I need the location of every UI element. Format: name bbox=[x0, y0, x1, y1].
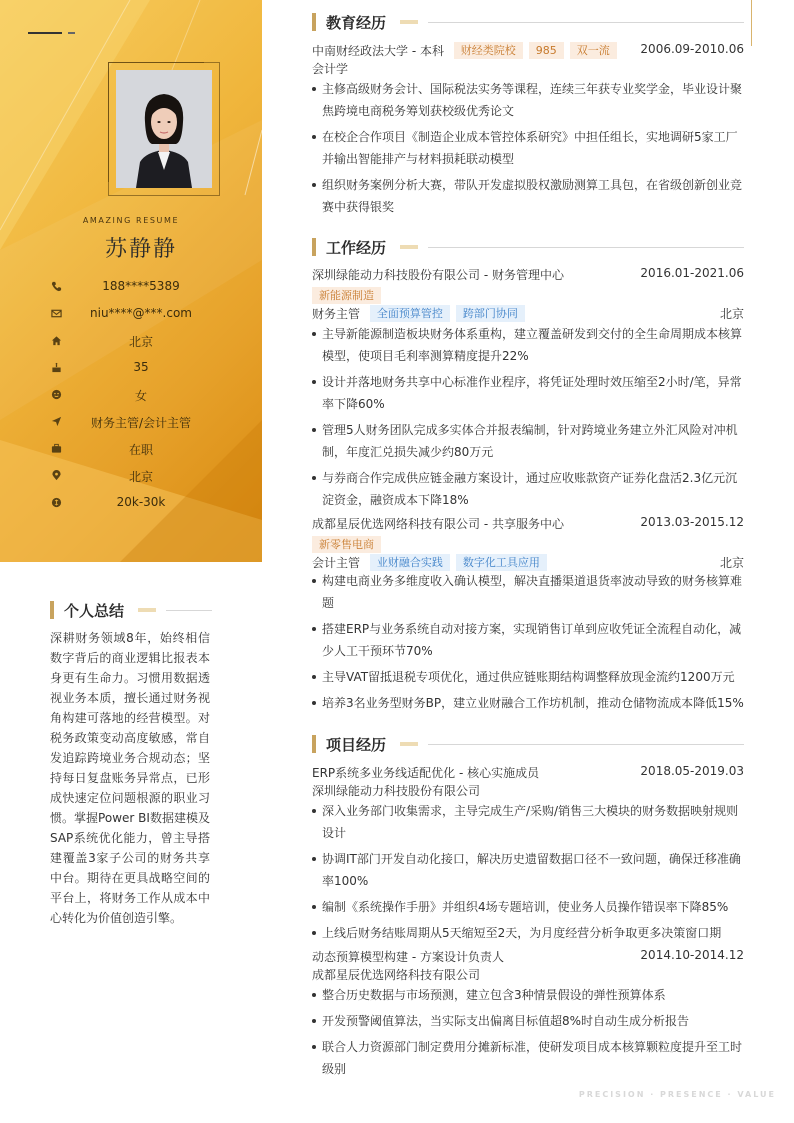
section-divider bbox=[428, 247, 744, 248]
section-divider bbox=[166, 610, 212, 611]
projects-header bbox=[312, 734, 744, 754]
section-bar bbox=[312, 13, 316, 31]
work-header bbox=[312, 237, 744, 257]
skill-tag: 数字化工具应用 bbox=[456, 554, 547, 571]
decorative-line bbox=[28, 32, 62, 34]
list-item: 深入业务部门收集需求，主导完成生产/采购/销售三大模块的财务数据映射规则设计 bbox=[312, 800, 744, 844]
project-org: 成都星辰优选网络科技有限公司 bbox=[312, 968, 481, 982]
job-role-line bbox=[312, 554, 547, 571]
list-item: 上线后财务结账周期从5天缩短至2天，为月度经营分析争取更多决策窗口期 bbox=[312, 922, 744, 944]
job-role-line bbox=[312, 305, 525, 322]
job-role: 会计主管 bbox=[312, 556, 361, 570]
section-accent bbox=[400, 20, 418, 24]
list-item: 管理5人财务团队完成多实体合并报表编制，针对跨境业务建立外汇风险对冲机制，年度汇兑损失减少约80万元 bbox=[312, 419, 744, 463]
list-item: 联合人力资源部门制定费用分摊新标准，使研发项目成本核算颗粒度提升至工时级别 bbox=[312, 1036, 744, 1080]
education-bullets bbox=[312, 78, 744, 222]
education-title: 教育经历 bbox=[326, 14, 387, 32]
job-role: 财务主管 bbox=[312, 307, 361, 321]
list-item: 与券商合作完成供应链金融方案设计，通过应收账款资产证券化盘活2.3亿元沉淀资金，融资成本下降18% bbox=[312, 467, 744, 511]
project-period: 2014.10-2014.12 bbox=[640, 948, 744, 962]
education-major: 会计学 bbox=[312, 62, 349, 76]
status-value: 在职 bbox=[128, 443, 153, 457]
portrait-illustration bbox=[116, 70, 212, 188]
section-bar bbox=[312, 735, 316, 753]
email-value: niu****@***.com bbox=[90, 306, 192, 320]
list-item: 培养3名业务型财务BP，建立业财融合工作坊机制，推动仓储物流成本降低15% bbox=[312, 692, 744, 714]
avatar bbox=[116, 70, 212, 188]
info-age bbox=[0, 358, 262, 378]
job-company: 深圳绿能动力科技股份有限公司 - 财务管理中心 bbox=[312, 268, 564, 282]
list-item: 在校企合作项目《制造企业成本管控体系研究》中担任组长，实地调研5家工厂并输出智能排产与材料损耗联动模型 bbox=[312, 126, 744, 170]
list-item: 搭建ERP与业务系统自动对接方案，实现销售订单到应收凭证全流程自动化，减少人工干预环节70% bbox=[312, 618, 744, 662]
job-period: 2013.03-2015.12 bbox=[640, 515, 744, 529]
industry-tag: 新零售电商 bbox=[312, 536, 381, 553]
education-school-line bbox=[312, 42, 617, 59]
education-major-row bbox=[312, 60, 744, 78]
project-org-row bbox=[312, 966, 744, 984]
info-location bbox=[0, 466, 262, 486]
project-period: 2018.05-2019.03 bbox=[640, 764, 744, 778]
education-period: 2006.09-2010.06 bbox=[640, 42, 744, 56]
footer-motto: PRECISION · PRESENCE · VALUE bbox=[578, 1090, 776, 1099]
info-phone bbox=[0, 277, 262, 297]
job-row bbox=[312, 266, 744, 284]
job-company: 成都星辰优选网络科技有限公司 - 共享服务中心 bbox=[312, 517, 564, 531]
project-row bbox=[312, 948, 744, 966]
profile-panel bbox=[0, 0, 262, 562]
school-tag: 985 bbox=[529, 42, 564, 59]
section-divider bbox=[428, 744, 744, 745]
project-org-row bbox=[312, 782, 744, 800]
gender-value: 女 bbox=[134, 389, 147, 403]
projects-title: 项目经历 bbox=[326, 736, 387, 754]
list-item: 协调IT部门开发自动化接口，解决历史遗留数据口径不一致问题，确保迁移准确率100% bbox=[312, 848, 744, 892]
info-salary bbox=[0, 493, 262, 513]
age-value: 35 bbox=[133, 360, 149, 374]
job-bullets bbox=[312, 323, 744, 515]
project-name: ERP系统多业务线适配优化 - 核心实施成员 bbox=[312, 766, 540, 780]
skill-tag: 全面预算管控 bbox=[370, 305, 450, 322]
salary-value: 20k-30k bbox=[116, 495, 166, 509]
section-bar bbox=[50, 601, 54, 619]
school-tag: 财经类院校 bbox=[454, 42, 523, 59]
section-divider bbox=[428, 22, 744, 23]
list-item: 编制《系统操作手册》并组织4场专题培训，使业务人员操作错误率下降85% bbox=[312, 896, 744, 918]
list-item: 主导新能源制造板块财务体系重构，建立覆盖研发到交付的全生命周期成本核算模型，使项目毛利率测算精度提升22% bbox=[312, 323, 744, 367]
project-bullets bbox=[312, 800, 744, 948]
job-row bbox=[312, 515, 744, 533]
work-title: 工作经历 bbox=[326, 239, 387, 257]
phone-value: 188****5389 bbox=[102, 279, 180, 293]
info-home bbox=[0, 331, 262, 351]
list-item: 主修高级财务会计、国际税法实务等课程，连续三年获专业奖学金，毕业设计聚焦跨境电商税务筹划获校级优秀论文 bbox=[312, 78, 744, 122]
job-industry-row bbox=[312, 536, 744, 554]
list-item: 开发预警阈值算法，当实际支出偏离目标值超8%时自动生成分析报告 bbox=[312, 1010, 744, 1032]
job-bullets bbox=[312, 570, 744, 718]
list-item: 主导VAT留抵退税专项优化，通过供应链账期结构调整释放现金流约1200万元 bbox=[312, 666, 744, 688]
job-city: 北京 bbox=[719, 307, 744, 321]
school-name: 中南财经政法大学 - 本科 bbox=[312, 44, 444, 58]
school-tag: 双一流 bbox=[570, 42, 617, 59]
job-role-row bbox=[312, 305, 744, 323]
education-row bbox=[312, 42, 744, 60]
position-value: 财务主管/会计主管 bbox=[90, 416, 192, 430]
decorative-dash bbox=[68, 32, 75, 34]
section-accent bbox=[400, 245, 418, 249]
skill-tag: 业财融合实践 bbox=[370, 554, 450, 571]
project-org: 深圳绿能动力科技股份有限公司 bbox=[312, 784, 481, 798]
job-period: 2016.01-2021.06 bbox=[640, 266, 744, 280]
list-item: 整合历史数据与市场预测，建立包含3种情景假设的弹性预算体系 bbox=[312, 984, 744, 1006]
list-item: 设计并落地财务共享中心标准作业程序，将凭证处理时效压缩至2小时/笔，异常率下降60% bbox=[312, 371, 744, 415]
list-item: 组织财务案例分析大赛，带队开发虚拟股权激励测算工具包，在省级创新创业竞赛中获得银奖 bbox=[312, 174, 744, 218]
candidate-name: 苏静静 bbox=[104, 237, 177, 262]
list-item: 构建电商业务多维度收入确认模型，解决直播渠道退货率波动导致的财务核算难题 bbox=[312, 570, 744, 614]
summary-title: 个人总结 bbox=[64, 602, 125, 620]
section-bar bbox=[312, 238, 316, 256]
industry-tag: 新能源制造 bbox=[312, 287, 381, 304]
info-position bbox=[0, 412, 262, 432]
section-accent bbox=[400, 742, 418, 746]
skill-tag: 跨部门协同 bbox=[456, 305, 525, 322]
home-value: 北京 bbox=[128, 335, 153, 349]
summary-text: 深耕财务领域8年，始终相信数字背后的商业逻辑比报表本身更有生命力。习惯用数据透视业务本质，擅长通过财务视角构建可落地的经营模型。对税务政策变动高度敏感，常自发追踪跨境业务合规动态；坚持每日复盘账务异常点，已形成快速定位问题根源的职业习惯。掌握Power BI数据建模及SAP系统优化能力，曾主导搭建覆盖3家子公司的财务共享中台。期待在更具战略空间的平台上，将财务工作从成本中心转化为价值创造引擎。 bbox=[50, 631, 210, 925]
education-header bbox=[312, 12, 744, 32]
project-name: 动态预算模型构建 - 方案设计负责人 bbox=[312, 950, 504, 964]
info-status bbox=[0, 439, 262, 459]
job-industry-row bbox=[312, 287, 744, 305]
info-email bbox=[0, 304, 262, 324]
section-accent bbox=[138, 608, 156, 612]
project-bullets bbox=[312, 984, 744, 1084]
project-row bbox=[312, 764, 744, 782]
summary-header bbox=[50, 600, 212, 620]
info-gender bbox=[0, 385, 262, 405]
job-city: 北京 bbox=[719, 556, 744, 570]
resume-tagline: AMAZING RESUME bbox=[82, 216, 180, 225]
location-value: 北京 bbox=[128, 470, 153, 484]
